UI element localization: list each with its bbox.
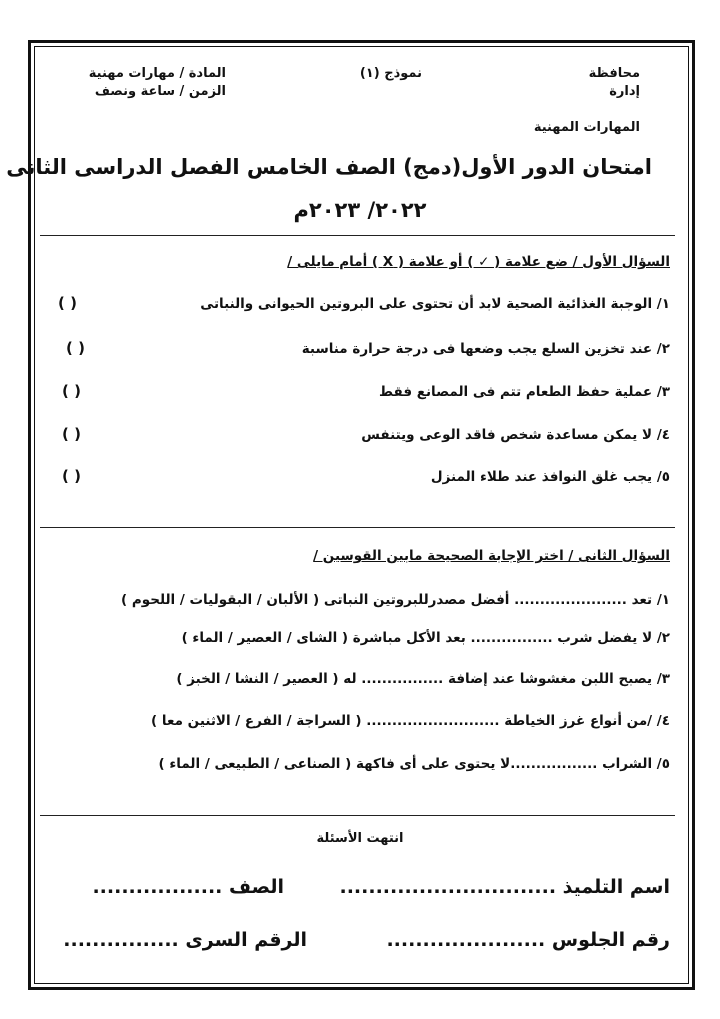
subject-label: المادة / مهارات مهنية xyxy=(88,66,226,81)
q1-item: ٤/ لا يمكن مساعدة شخص فاقد الوعى ويتنفس xyxy=(361,427,670,443)
answer-box[interactable]: ( ) xyxy=(62,425,81,443)
secret-number-field[interactable]: الرقم السرى ................ xyxy=(63,929,307,951)
q2-item: ٢/ لا يفضل شرب ................ بعد الأكل مباشرة ( الشاى / العصير / الماء ) xyxy=(181,630,670,646)
divider xyxy=(40,815,675,816)
q2-item: ١/ تعد ...................... أفضل مصدرللبروتين النباتى ( الألبان / البقوليات / اللحوم ) xyxy=(120,592,670,608)
divider xyxy=(40,235,675,236)
governorate-label: محافظة xyxy=(588,66,640,81)
q1-item: ٣/ عملية حفظ الطعام تتم فى المصانع فقط xyxy=(379,384,670,400)
q2-item: ٥/ الشراب .................لا يحتوى على أى فاكهة ( الصناعى / الطبيعى / الماء ) xyxy=(158,756,670,772)
q1-item: ٥/ يجب غلق النوافذ عند طلاء المنزل xyxy=(430,469,670,485)
end-of-questions: انتهت الأسئلة xyxy=(316,831,404,846)
question1-heading: السؤال الأول / ضع علامة ( ✓ ) أو علامة ( X ) أمام مايلى / xyxy=(287,254,670,270)
q1-item: ١/ الوجبة الغذائية الصحية لابد أن تحتوى على البروتين الحيوانى والنباتى xyxy=(200,296,670,312)
department-label: المهارات المهنية xyxy=(533,120,640,135)
answer-box[interactable]: ( ) xyxy=(66,339,85,357)
student-name-field[interactable]: اسم التلميذ .............................. xyxy=(339,876,670,898)
question2-heading: السؤال الثانى / اختر الإجابة الصحيحة مابين القوسين / xyxy=(313,548,670,564)
q2-item: ٤/ /من أنواع غرز الخياطة .......................... ( السراجة / الفرع / الاثنين معا ) xyxy=(151,713,670,729)
administration-label: إدارة xyxy=(609,84,640,99)
model-number: نموذج (١) xyxy=(359,66,422,81)
q2-item: ٣/ يصبح اللبن مغشوشا عند إضافة ................ له ( العصير / النشا / الخبز ) xyxy=(176,671,670,687)
answer-box[interactable]: ( ) xyxy=(62,382,81,400)
q1-item: ٢/ عند تخزين السلع يجب وضعها فى درجة حرارة مناسبة xyxy=(301,341,670,357)
divider xyxy=(40,527,675,528)
time-label: الزمن / ساعة ونصف xyxy=(94,84,226,99)
answer-box[interactable]: ( ) xyxy=(62,467,81,485)
class-field[interactable]: الصف .................. xyxy=(92,876,284,898)
answer-box[interactable]: ( ) xyxy=(58,294,77,312)
exam-title: امتحان الدور الأول(دمج) الصف الخامس الفصل الدراسى الثانى xyxy=(6,155,652,179)
academic-year: ٢٠٢٢/ ٢٠٢٣م xyxy=(293,198,427,222)
seat-number-field[interactable]: رقم الجلوس ...................... xyxy=(386,929,670,951)
